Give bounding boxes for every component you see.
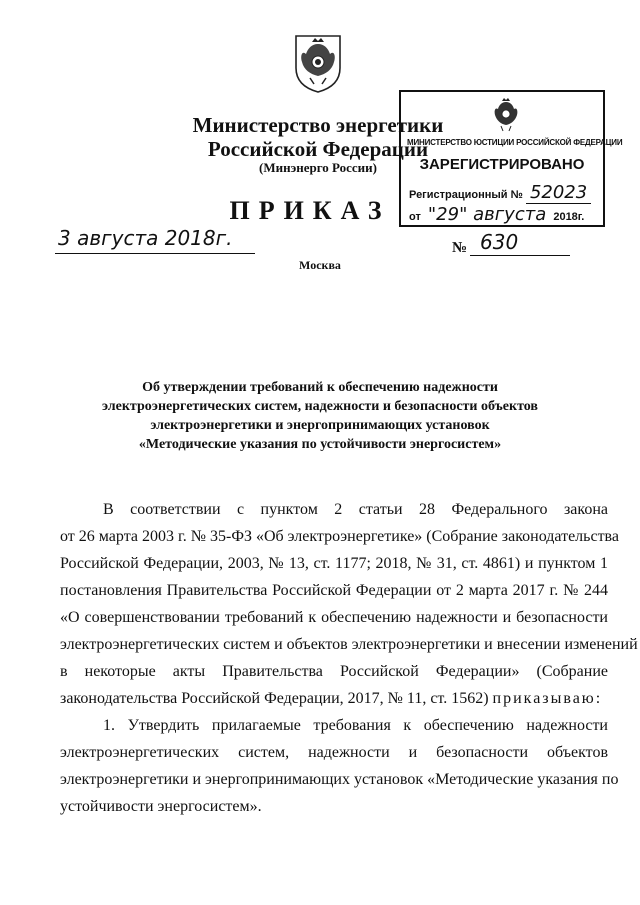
- title-line: Об утверждении требований к обеспечению надежности: [142, 380, 498, 395]
- stamp-registration-number-row: [409, 182, 591, 203]
- title-line: электроэнергетических систем, надежности и безопасности объектов: [101, 399, 538, 414]
- body-line: постановления Правительства Российской Федерации от 2 марта 2017 г. № 244: [60, 582, 608, 599]
- date-underline: [55, 253, 255, 254]
- stamp-reg-date: "29" августа: [424, 204, 550, 226]
- stamp-reg-year: 2018г.: [553, 211, 585, 223]
- stamp-reg-number: 52023: [526, 182, 591, 204]
- stamp-from-label: от: [409, 211, 421, 223]
- order-date: 3 августа 2018г.: [58, 226, 233, 250]
- registration-stamp: [399, 90, 623, 227]
- ministry-abbreviation: (Минэнерго России): [259, 160, 377, 175]
- body-line: 1. Утвердить прилагаемые требования к обеспечению надежности: [103, 717, 608, 734]
- order-number-label: №: [452, 240, 468, 256]
- body-line: в некоторые акты Правительства Российской Федерации» (Собрание: [60, 663, 608, 680]
- body-line: [60, 685, 608, 712]
- stamp-date-row: [409, 204, 584, 225]
- ministry-name-line1: Министерство энергетики: [192, 113, 444, 137]
- document-type-heading: ПРИКАЗ: [229, 196, 391, 225]
- body-line-text: законодательства Российской Федерации, 2017, № 11, ст. 1562): [60, 690, 489, 707]
- order-number: 630: [480, 230, 519, 254]
- stamp-reg-label: Регистрационный №: [409, 189, 523, 201]
- body-line: В соответствии с пунктом 2 статьи 28 Федерального закона: [103, 501, 608, 518]
- stamp-organization: МИНИСТЕРСТВО ЮСТИЦИИ РОССИЙСКОЙ ФЕДЕРАЦИИ: [407, 138, 623, 147]
- body-line: электроэнергетики и энергопринимающих установок «Методические указания по: [60, 771, 619, 788]
- body-line: Российской Федерации, 2003, № 13, ст. 1177; 2018, № 31, ст. 4861) и пунктом 1: [60, 555, 608, 572]
- stamp-registered-label: ЗАРЕГИСТРИРОВАНО: [419, 156, 585, 173]
- title-line: электроэнергетики и энергопринимающих установок: [150, 418, 490, 433]
- title-line: «Методические указания по устойчивости энергосистем»: [138, 437, 502, 452]
- order-title: [60, 378, 580, 454]
- stamp-emblem-icon: [489, 96, 523, 134]
- order-keyword: приказываю:: [492, 690, 603, 707]
- order-body: [60, 496, 638, 820]
- body-line: «О совершенствовании требований к обеспечению надежности и безопасности: [60, 609, 608, 626]
- body-line: от 26 марта 2003 г. № 35-ФЗ «Об электроэнергетике» (Собрание законодательства: [60, 528, 619, 545]
- body-line: электроэнергетических систем, надежности и безопасности объектов: [60, 744, 608, 761]
- order-city: Москва: [299, 258, 341, 272]
- coat-of-arms-emblem: [288, 30, 348, 94]
- number-underline: [470, 255, 570, 256]
- body-line: устойчивости энергосистем».: [60, 798, 262, 815]
- ministry-name-line2: Российской Федерации: [207, 137, 429, 161]
- body-line: электроэнергетических систем и объектов электроэнергетики и внесении изменений: [60, 636, 638, 653]
